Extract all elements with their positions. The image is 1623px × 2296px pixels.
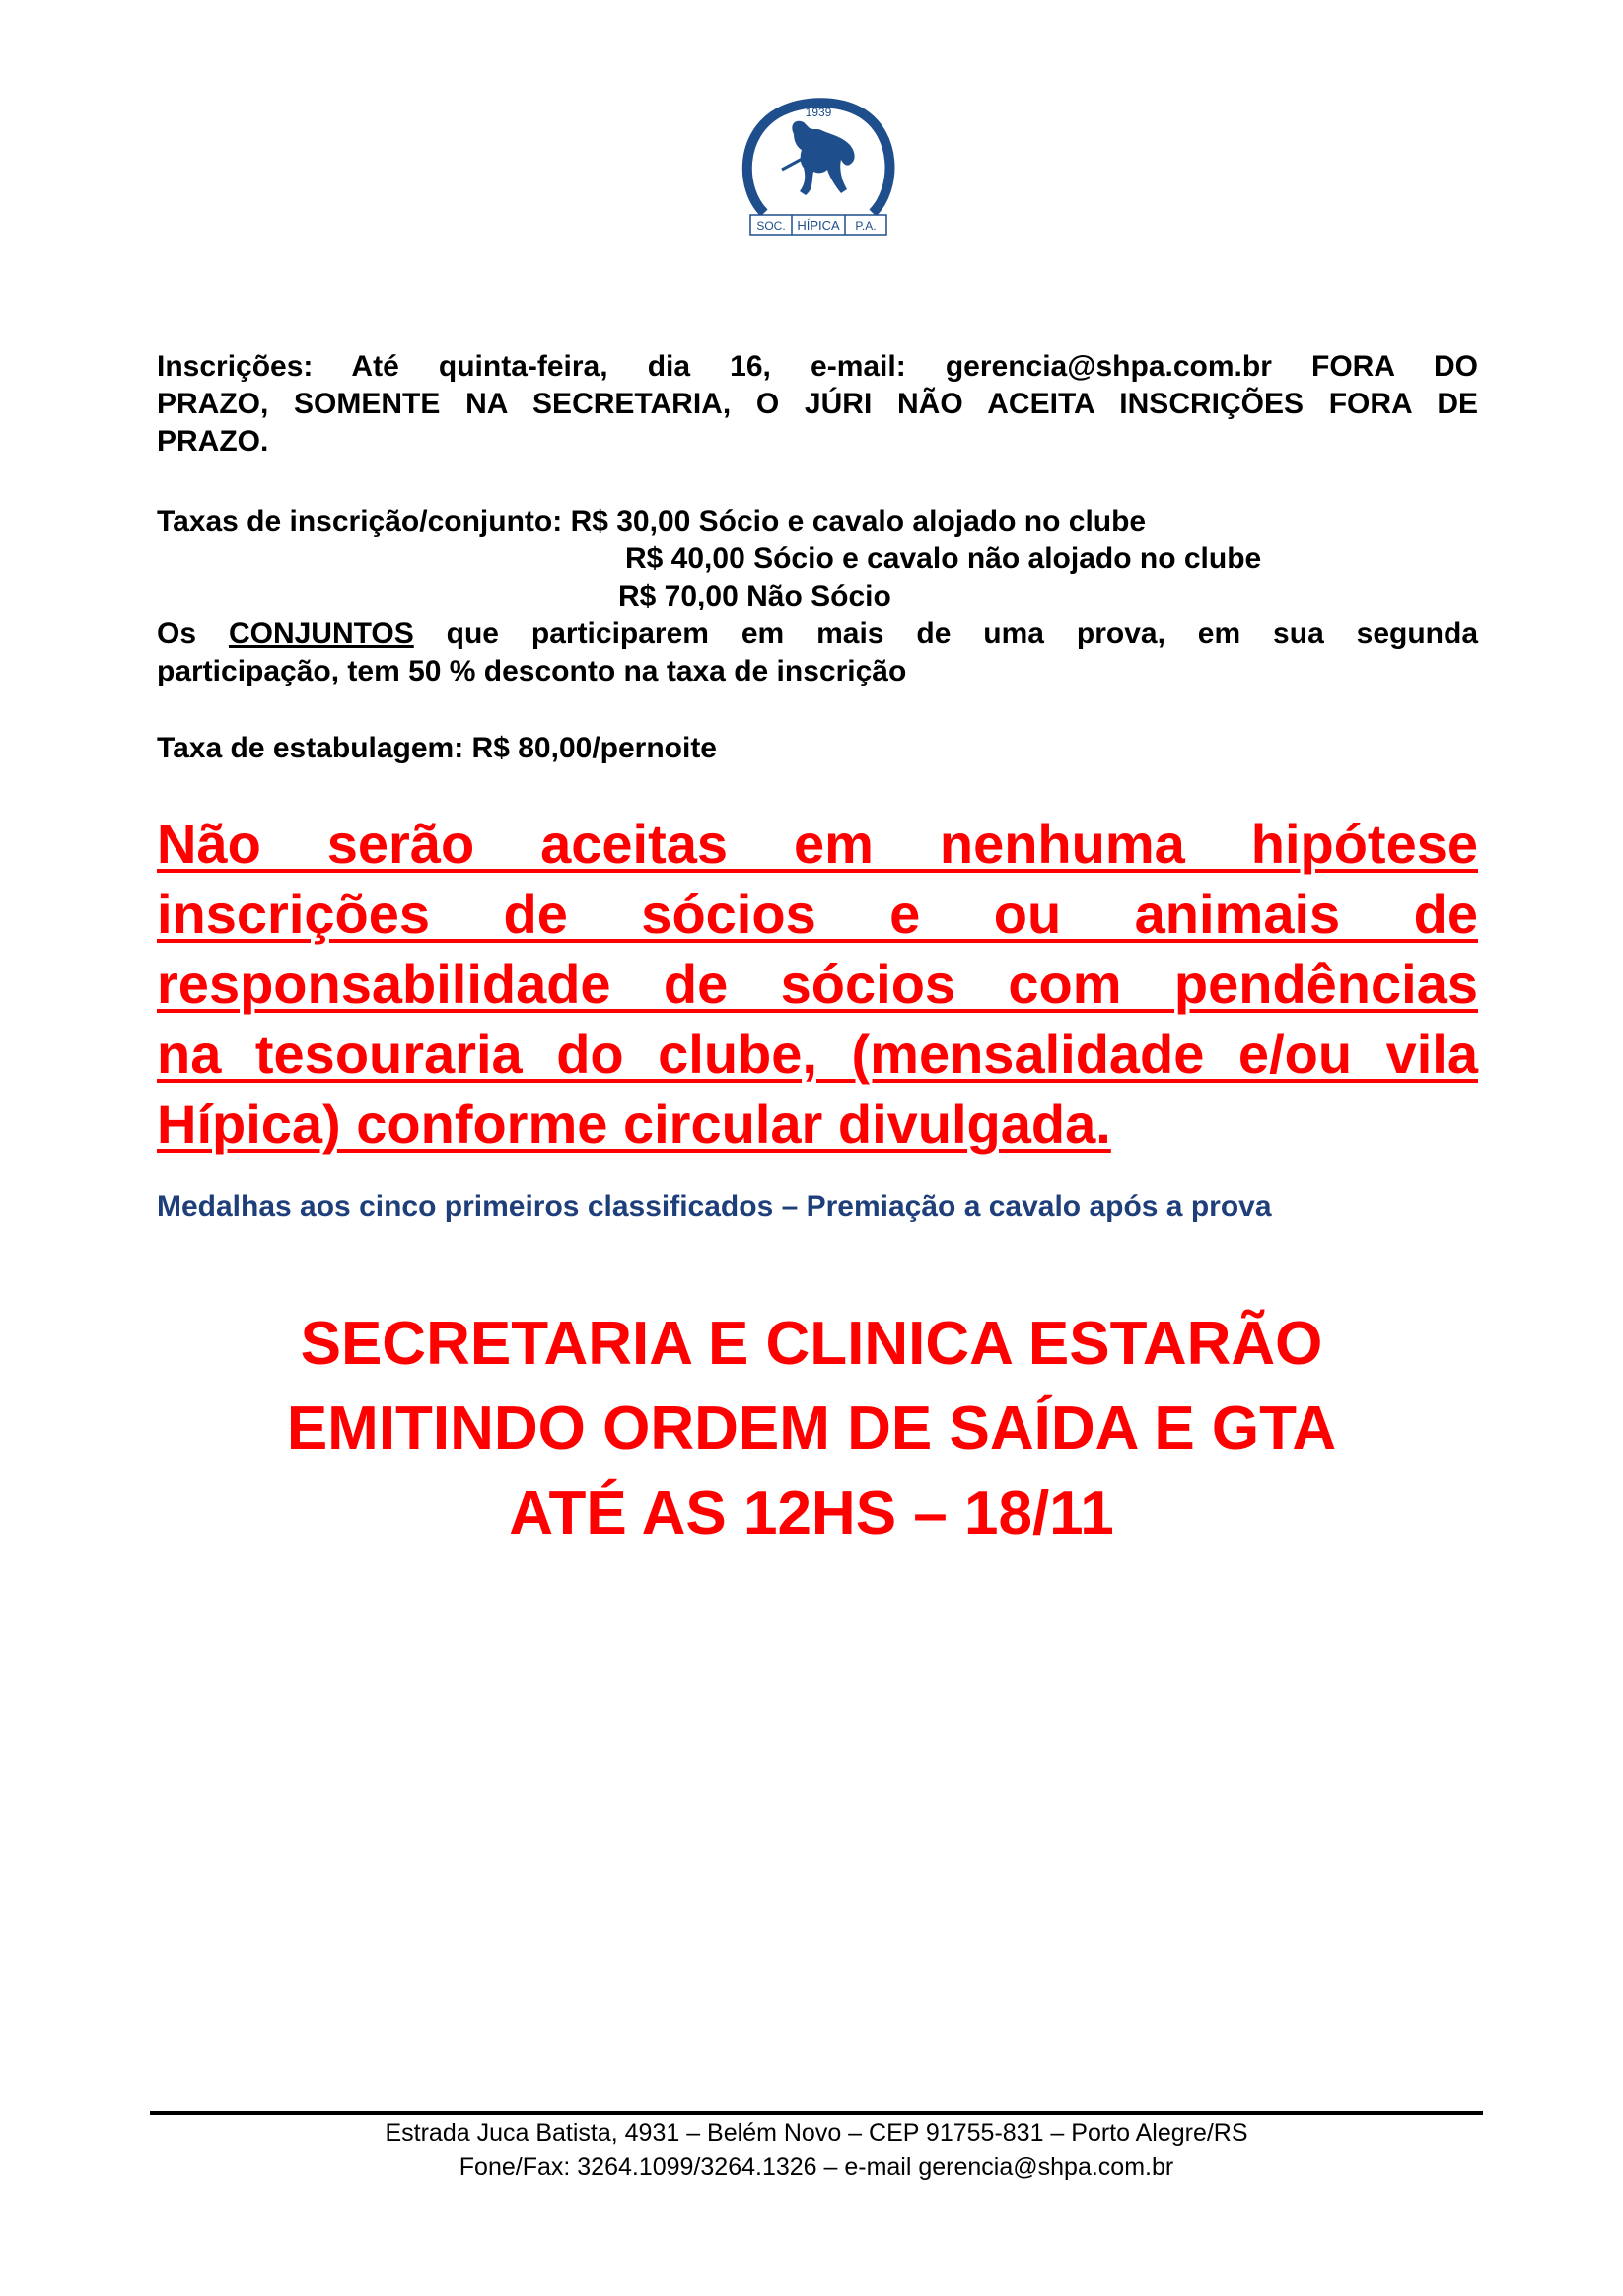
logo-text-right: P.A. bbox=[855, 219, 877, 233]
horseshoe-horse-logo-icon bbox=[735, 95, 902, 241]
footer-address: Estrada Juca Batista, 4931 – Belém Novo – CEP 91755-831 – Porto Alegre/RS bbox=[385, 2119, 1248, 2147]
conjuntos-line-1-rest: que participarem em mais de uma prova, em sua segunda bbox=[446, 617, 1478, 650]
footer bbox=[150, 2117, 1483, 2184]
logo-text-left: SOC. bbox=[756, 219, 786, 233]
taxas-fee-1: R$ 30,00 Sócio e cavalo alojado no clube bbox=[570, 505, 1147, 538]
conjuntos-line-1 bbox=[157, 615, 1478, 653]
warning-line-3: responsabilidade de sócios com pendências bbox=[157, 953, 1478, 1015]
secretaria-notice bbox=[99, 1302, 1524, 1556]
logo-text-center: HÍPICA bbox=[797, 218, 840, 233]
inscricoes-line-3: PRAZO. bbox=[157, 425, 269, 458]
warning-line-1: Não serão aceitas em nenhuma hipótese bbox=[157, 813, 1478, 875]
taxas-row-1 bbox=[157, 503, 1146, 540]
estabulagem-text: Taxa de estabulagem: R$ 80,00/pernoite bbox=[157, 732, 717, 764]
medalhas-text: Medalhas aos cinco primeiros classificados – Premiação a cavalo após a prova bbox=[157, 1190, 1272, 1223]
taxas-label: Taxas de inscrição/conjunto: bbox=[157, 505, 563, 538]
conjuntos-emphasis: CONJUNTOS bbox=[228, 617, 414, 650]
taxas-fee-2: R$ 40,00 Sócio e cavalo não alojado no clube bbox=[625, 542, 1262, 575]
inscricoes-paragraph bbox=[157, 348, 1478, 461]
logo-year: 1939 bbox=[805, 106, 832, 119]
conjuntos-prefix: Os bbox=[157, 617, 197, 650]
conjuntos-paragraph bbox=[157, 615, 1478, 690]
notice-line-1: SECRETARIA E CLINICA ESTARÃO bbox=[300, 1310, 1323, 1378]
footer-divider bbox=[150, 2111, 1483, 2115]
warning-paragraph bbox=[157, 809, 1478, 1159]
inscricoes-line-2: PRAZO, SOMENTE NA SECRETARIA, O JÚRI NÃO ACEITA INSCRIÇÕES FORA DE bbox=[157, 388, 1478, 420]
warning-line-2: inscrições de sócios e ou animais de bbox=[157, 883, 1478, 945]
warning-line-4: na tesouraria do clube, (mensalidade e/ou vila bbox=[157, 1023, 1478, 1085]
club-logo bbox=[735, 95, 902, 241]
warning-line-5: Hípica) conforme circular divulgada. bbox=[157, 1093, 1111, 1155]
notice-line-2: EMITINDO ORDEM DE SAÍDA E GTA bbox=[286, 1395, 1337, 1463]
notice-line-3: ATÉ AS 12HS – 18/11 bbox=[509, 1479, 1114, 1547]
taxas-fee-3: R$ 70,00 Não Sócio bbox=[618, 580, 891, 612]
inscricoes-line-1: Inscrições: Até quinta-feira, dia 16, e-mail: gerencia@shpa.com.br FORA DO bbox=[157, 350, 1478, 383]
footer-contact: Fone/Fax: 3264.1099/3264.1326 – e-mail gerencia@shpa.com.br bbox=[459, 2153, 1174, 2181]
conjuntos-line-2: participação, tem 50 % desconto na taxa de inscrição bbox=[157, 655, 907, 687]
